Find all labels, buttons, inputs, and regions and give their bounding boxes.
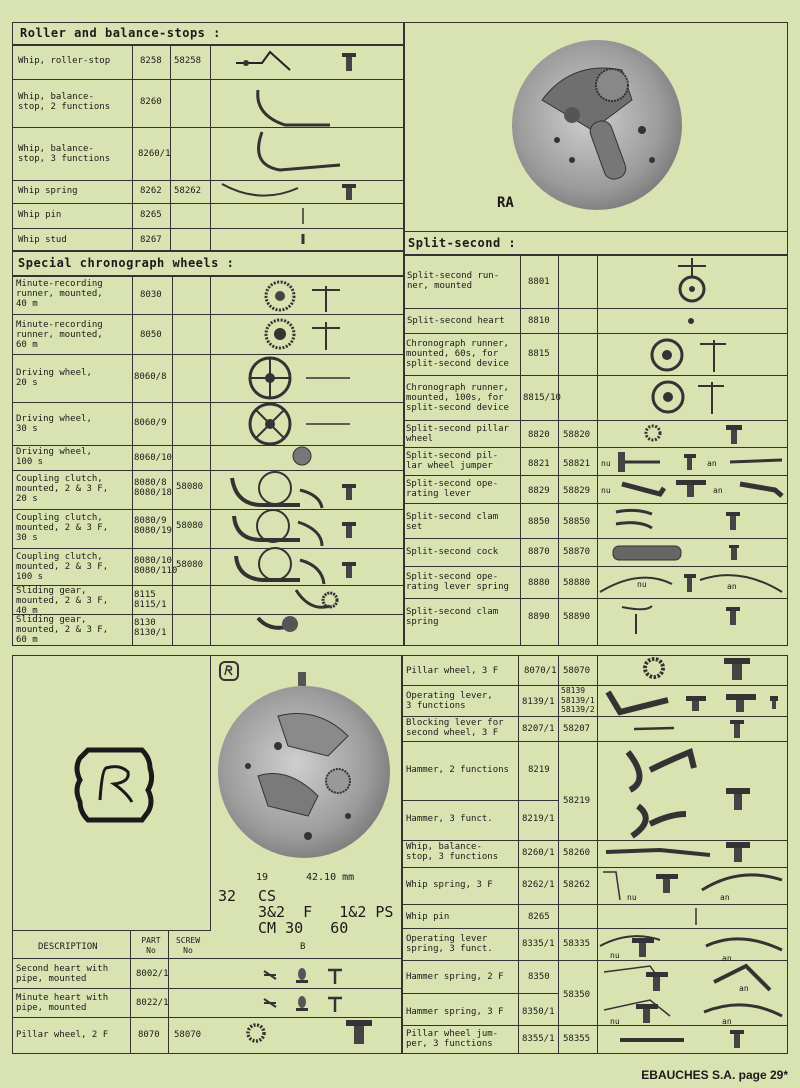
screw-number: 58829 (563, 486, 591, 496)
part-number: 8880 (528, 578, 550, 588)
nu-label: nu (627, 893, 637, 902)
operating-lever-drawing (608, 692, 668, 712)
size-mm: 42.10 mm (306, 872, 355, 883)
part-number: 8815/10 (523, 393, 561, 403)
chrono-section-title: Special chronograph wheels : (18, 256, 235, 270)
screw-icon (726, 842, 750, 862)
whip-spring-3-drawing (603, 872, 620, 900)
whip-3-drawing (606, 850, 710, 855)
part-number: 8801 (528, 277, 550, 287)
table-row-desc: Minute-recording runner, mounted, 40 m (16, 279, 103, 309)
calibre-line: 3&2 F 1&2 PS (258, 903, 394, 921)
screw-number: 58262 (174, 186, 202, 196)
col-desc-header: DESCRIPTION (38, 942, 98, 952)
screw-number: 58335 (563, 939, 591, 949)
screw-number: 58880 (563, 578, 591, 588)
size-19: 19 (256, 872, 269, 883)
an-label: an (720, 893, 730, 902)
hammer-drawing (628, 752, 694, 790)
part-number: 8080/9 8080/19 (134, 516, 172, 536)
part-number: 8060/8 (134, 372, 167, 382)
table-row-desc: Coupling clutch, mounted, 2 & 3 F, 30 s (16, 513, 109, 543)
an-label: an (713, 486, 723, 495)
screw-number: 58890 (563, 612, 591, 622)
an-label: an (722, 954, 732, 963)
table-row-desc: Operating lever spring, 3 funct. (406, 934, 493, 954)
table-row-desc: Blocking lever for second wheel, 3 F (406, 718, 504, 738)
screw-icon (656, 874, 678, 893)
part-number: 8260 (140, 97, 162, 107)
col-part-header: PART No (141, 936, 161, 955)
screw-number: 58070 (563, 666, 591, 676)
table-row-desc: Split-second clam set (406, 512, 499, 532)
table-row-desc: Split-second ope- rating lever (406, 479, 499, 499)
table-row-desc: Operating lever, 3 functions (406, 691, 493, 711)
screw-number: 58070 (174, 1030, 202, 1040)
table-row-desc: Whip pin (406, 912, 450, 922)
blocking-lever-drawing (634, 728, 674, 729)
table-row-desc: Whip, balance- stop, 3 functions (406, 842, 499, 862)
nu-label: nu (601, 459, 611, 468)
part-number: 8870 (528, 547, 550, 557)
an-label: an (739, 984, 749, 993)
screw-icon (726, 694, 756, 712)
table-row-desc: Coupling clutch, mounted, 2 & 3 F, 20 s (16, 474, 109, 504)
part-number: 8139/1 (522, 697, 555, 707)
screw-number: 58258 (174, 56, 202, 66)
table-row-desc: Whip spring, 3 F (406, 880, 493, 890)
screw-icon (770, 696, 778, 709)
table-row-desc: Pillar wheel, 3 F (406, 666, 499, 676)
table-row-desc: Hammer, 3 funct. (406, 814, 493, 824)
screw-icon (686, 696, 706, 711)
calibre-b: B (300, 942, 306, 952)
screw-number: 58350 (563, 990, 591, 1000)
part-number: 8355/1 (522, 1034, 555, 1044)
photo-label-ra: RA (497, 195, 514, 211)
nu-label: nu (637, 580, 647, 589)
pillar-wheel-drawing (645, 659, 663, 677)
part-number: 8060/9 (134, 418, 167, 428)
table-row-desc: Second heart with pipe, mounted (16, 964, 109, 984)
screw-number: 58870 (563, 547, 591, 557)
table-row-desc: Sliding gear, mounted, 2 & 3 F, 40 m (16, 586, 109, 616)
part-number: 8130 8130/1 (134, 618, 167, 638)
part-number: 8350 (528, 972, 550, 982)
nu-label: nu (601, 486, 611, 495)
part-number: 8820 (528, 430, 550, 440)
table-row-desc: Chronograph runner, mounted, 100s, for split-second device (406, 383, 509, 413)
part-number: 8335/1 (522, 939, 555, 949)
screw-number: 58820 (563, 430, 591, 440)
screw-number: 58260 (563, 848, 591, 858)
part-number: 8080/8 8080/18 (134, 478, 172, 498)
table-row-desc: Whip, balance- stop, 3 functions (18, 144, 111, 164)
table-row-desc: Minute-recording runner, mounted, 60 m (16, 320, 103, 350)
screw-number: 58139 58139/1 58139/2 (561, 686, 595, 714)
screw-number: 58219 (563, 796, 591, 806)
screw-icon (730, 720, 744, 738)
hammer-3-drawing (632, 806, 686, 836)
table-row-desc: Split-second clam spring (406, 607, 499, 627)
part-number: 8890 (528, 612, 550, 622)
screw-number: 58080 (176, 482, 204, 492)
calibre-line: CS (258, 887, 277, 905)
part-number: 8265 (140, 210, 162, 220)
table-row-desc: Pillar wheel, 2 F (16, 1030, 109, 1040)
screw-icon (724, 658, 750, 680)
part-number: 8265 (528, 912, 550, 922)
table-row-desc: Sliding gear, mounted, 2 & 3 F, 60 m (16, 615, 109, 645)
table-row-desc: Whip pin (18, 210, 62, 220)
part-number: 8821 (528, 459, 550, 469)
part-number: 8219/1 (522, 814, 555, 824)
table-row-desc: Driving wheel, 20 s (16, 368, 92, 388)
calibre-number: 32 (218, 887, 237, 905)
part-number: 8260/1 (522, 848, 555, 858)
part-number: 8030 (140, 290, 162, 300)
part-number: 8258 (140, 56, 162, 66)
table-row-desc: Coupling clutch, mounted, 2 & 3 F, 100 s (16, 552, 109, 582)
part-number: 8002/1 (136, 969, 169, 979)
nu-label: nu (610, 951, 620, 960)
an-label: an (722, 1017, 732, 1026)
screw-number: 58355 (563, 1034, 591, 1044)
page-footer: EBAUCHES S.A. page 29* (641, 1068, 788, 1082)
screw-icon (726, 788, 750, 810)
part-number: 8810 (528, 316, 550, 326)
an-label: an (727, 582, 737, 591)
screw-number: 58080 (176, 560, 204, 570)
part-number: 8350/1 (522, 1007, 555, 1017)
part-number: 8850 (528, 517, 550, 527)
part-number: 8260/1 (138, 149, 171, 159)
table-row-desc: Split-second run- ner, mounted (407, 271, 500, 291)
split-section-title: Split-second : (408, 236, 517, 250)
table-row-desc: Driving wheel, 100 s (16, 447, 92, 467)
part-number: 8050 (140, 330, 162, 340)
table-row-desc: Chronograph runner, mounted, 60s, for split-second device (406, 339, 509, 369)
nu-label: nu (610, 1017, 620, 1026)
screw-icon (646, 972, 668, 991)
table-row-desc: Minute heart with pipe, mounted (16, 993, 109, 1013)
table-row-desc: Whip stud (18, 235, 67, 245)
an-label: an (707, 459, 717, 468)
screw-icon (632, 938, 654, 957)
table-row-desc: Hammer, 2 functions (406, 765, 509, 775)
part-number: 8829 (528, 486, 550, 496)
part-number: 8022/1 (136, 998, 169, 1008)
part-number: 8262/1 (522, 880, 555, 890)
part-number: 8060/10 (134, 453, 172, 463)
roller-section-title: Roller and balance-stops : (20, 26, 221, 40)
table-row-desc: Whip, balance- stop, 2 functions (18, 92, 111, 112)
part-number: 8815 (528, 349, 550, 359)
part-number: 8080/10 8080/110 (134, 556, 178, 576)
table-row-desc: Split-second ope- rating lever spring (406, 572, 509, 592)
table-row-desc: Split-second heart (407, 316, 505, 326)
screw-icon (730, 1030, 744, 1048)
screw-number: 58850 (563, 517, 591, 527)
screw-number: 58262 (563, 880, 591, 890)
col-screw-header: SCREW No (175, 936, 201, 955)
part-number: 8207/1 (522, 724, 555, 734)
table-row-desc: Hammer spring, 2 F (406, 972, 504, 982)
table-row-desc: Hammer spring, 3 F (406, 1007, 504, 1017)
table-row-desc: Split-second cock (406, 547, 499, 557)
part-number: 8115 8115/1 (134, 590, 167, 610)
table-row-desc: Driving wheel, 30 s (16, 414, 92, 434)
part-number: 8070/1 (524, 666, 557, 676)
screw-number: 58080 (176, 521, 204, 531)
part-number: 8070 (138, 1030, 160, 1040)
part-number: 8219 (528, 765, 550, 775)
screw-number: 58821 (563, 459, 591, 469)
screw-icon (636, 1004, 658, 1023)
part-number: 8267 (140, 235, 162, 245)
table-row-desc: Split-second pillar wheel (406, 424, 509, 444)
table-row-desc: Whip spring (18, 186, 78, 196)
table-row-desc: Split-second pil- lar wheel jumper (406, 451, 499, 471)
table-row-desc: Whip, roller-stop (18, 56, 111, 66)
screw-number: 58207 (563, 724, 591, 734)
part-number: 8262 (140, 186, 162, 196)
calibre-line: CM 30 60 (258, 919, 349, 937)
table-row-desc: Pillar wheel jum- per, 3 functions (406, 1029, 499, 1049)
